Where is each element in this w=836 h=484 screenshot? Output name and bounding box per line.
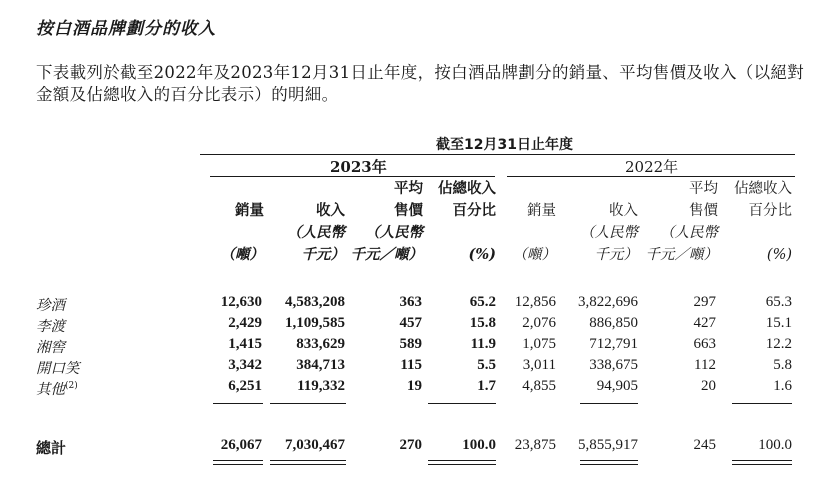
total-double-rule bbox=[270, 460, 346, 465]
cell-row2-share-2022: 12.2 bbox=[765, 336, 792, 352]
cell-row4-volume-2023: 6,251 bbox=[228, 378, 262, 394]
subtotal-rule bbox=[580, 403, 638, 404]
cell-row1-volume-2023: 2,429 bbox=[228, 315, 262, 331]
cell-row3-share-2023: 5.5 bbox=[477, 357, 496, 373]
cell-row3-asp-2022: 112 bbox=[694, 357, 716, 373]
cell-total-volume-2023: 26,067 bbox=[220, 437, 262, 453]
total-label: 總計 bbox=[36, 439, 67, 457]
cell-row3-revenue-2023: 384,713 bbox=[296, 357, 345, 373]
cell-row4-asp-2023: 19 bbox=[407, 378, 422, 394]
period-underline bbox=[200, 154, 795, 155]
footnote-marker: (2) bbox=[65, 381, 78, 392]
row-label-others: 其他$^{(2)}$ bbox=[36, 381, 78, 398]
cell-row4-asp-2022: 20 bbox=[701, 378, 716, 394]
period-header: 截至12月31日止年度 bbox=[436, 137, 573, 153]
col-head-volume-2022: 銷量 （噸） bbox=[512, 203, 556, 263]
cell-row2-asp-2022: 663 bbox=[693, 336, 716, 352]
col-head-volume-2023: 銷量 （噸） bbox=[220, 202, 264, 263]
cell-row2-volume-2023: 1,415 bbox=[228, 336, 262, 352]
cell-row0-volume-2022: 12,856 bbox=[514, 294, 556, 310]
cell-row1-revenue-2023: 1,109,585 bbox=[285, 315, 345, 331]
cell-row4-revenue-2023: 119,332 bbox=[297, 378, 345, 394]
cell-total-share-2023: 100.0 bbox=[462, 437, 496, 453]
cell-row2-volume-2022: 1,075 bbox=[522, 336, 556, 352]
cell-row0-share-2023: 65.2 bbox=[469, 294, 496, 310]
total-double-rule bbox=[580, 460, 638, 465]
col-head-revenue-2022: 收入 （人民幣 千元） bbox=[580, 203, 638, 263]
section-heading: 按白酒品牌劃分的收入 bbox=[36, 19, 216, 39]
cell-row1-volume-2022: 2,076 bbox=[522, 315, 556, 331]
cell-row4-volume-2022: 4,855 bbox=[522, 378, 556, 394]
col-head-share-2022: 佔總收入 百分比 (%) bbox=[734, 181, 792, 263]
cell-total-share-2022: 100.0 bbox=[758, 437, 792, 453]
cell-row3-volume-2023: 3,342 bbox=[228, 357, 262, 373]
cell-row3-share-2022: 5.8 bbox=[773, 357, 792, 373]
cell-total-asp-2023: 270 bbox=[399, 437, 422, 453]
total-double-rule bbox=[732, 460, 792, 465]
cell-row3-asp-2023: 115 bbox=[400, 357, 422, 373]
cell-row1-share-2022: 15.1 bbox=[765, 315, 792, 331]
col-head-revenue-2023: 收入 （人民幣 千元） bbox=[287, 202, 345, 263]
row-label-xiangjiao: 湘窖 bbox=[36, 340, 65, 356]
cell-row1-asp-2023: 457 bbox=[399, 315, 422, 331]
total-double-rule bbox=[428, 460, 496, 465]
cell-row0-revenue-2022: 3,822,696 bbox=[578, 294, 638, 310]
cell-row1-asp-2022: 427 bbox=[693, 315, 716, 331]
col-head-asp-2023: 平均 售價 （人民幣 千元／噸） bbox=[350, 180, 423, 263]
cell-row1-share-2023: 15.8 bbox=[469, 315, 496, 331]
subtotal-rule bbox=[732, 403, 792, 404]
cell-row4-revenue-2022: 94,905 bbox=[596, 378, 638, 394]
cell-total-revenue-2023: 7,030,467 bbox=[285, 437, 345, 453]
year-2023-label: 2023年 bbox=[330, 158, 387, 176]
col-head-asp-2022: 平均 售價 （人民幣 千元／噸） bbox=[645, 181, 718, 263]
cell-total-revenue-2022: 5,855,917 bbox=[578, 437, 638, 453]
col-head-share-2023: 佔總收入 百分比 (%) bbox=[438, 180, 496, 263]
total-double-rule bbox=[213, 460, 263, 465]
cell-row1-revenue-2022: 886,850 bbox=[589, 315, 638, 331]
cell-total-asp-2022: 245 bbox=[693, 437, 716, 453]
cell-row0-share-2022: 65.3 bbox=[765, 294, 792, 310]
intro-paragraph: 下表載列於截至2022年及2023年12月31日止年度，按白酒品牌劃分的銷量、平均售價及收入（以絕對金額及佔總收入的百分比表示）的明細。 bbox=[36, 63, 804, 104]
year-2022-underline bbox=[507, 176, 795, 177]
subtotal-rule bbox=[428, 403, 496, 404]
row-label-kaikouxiao: 開口笑 bbox=[36, 361, 80, 377]
subtotal-rule bbox=[213, 403, 263, 404]
year-2022-label: 2022年 bbox=[625, 158, 679, 176]
cell-row4-share-2023: 1.7 bbox=[477, 378, 496, 394]
year-2023-underline bbox=[210, 176, 495, 177]
cell-row4-share-2022: 1.6 bbox=[773, 378, 792, 394]
cell-row2-revenue-2022: 712,791 bbox=[589, 336, 638, 352]
cell-total-volume-2022: 23,875 bbox=[514, 437, 556, 453]
cell-row2-asp-2023: 589 bbox=[399, 336, 422, 352]
cell-row0-asp-2023: 363 bbox=[399, 294, 422, 310]
cell-row2-revenue-2023: 833,629 bbox=[296, 336, 345, 352]
cell-row0-revenue-2023: 4,583,208 bbox=[285, 294, 345, 310]
row-label-zhenjiu: 珍酒 bbox=[36, 298, 65, 314]
row-label-lidu: 李渡 bbox=[36, 319, 65, 335]
cell-row3-volume-2022: 3,011 bbox=[522, 357, 556, 373]
cell-row2-share-2023: 11.9 bbox=[470, 336, 496, 352]
cell-row0-asp-2022: 297 bbox=[693, 294, 716, 310]
cell-row3-revenue-2022: 338,675 bbox=[589, 357, 638, 373]
subtotal-rule bbox=[270, 403, 346, 404]
cell-row0-volume-2023: 12,630 bbox=[220, 294, 262, 310]
